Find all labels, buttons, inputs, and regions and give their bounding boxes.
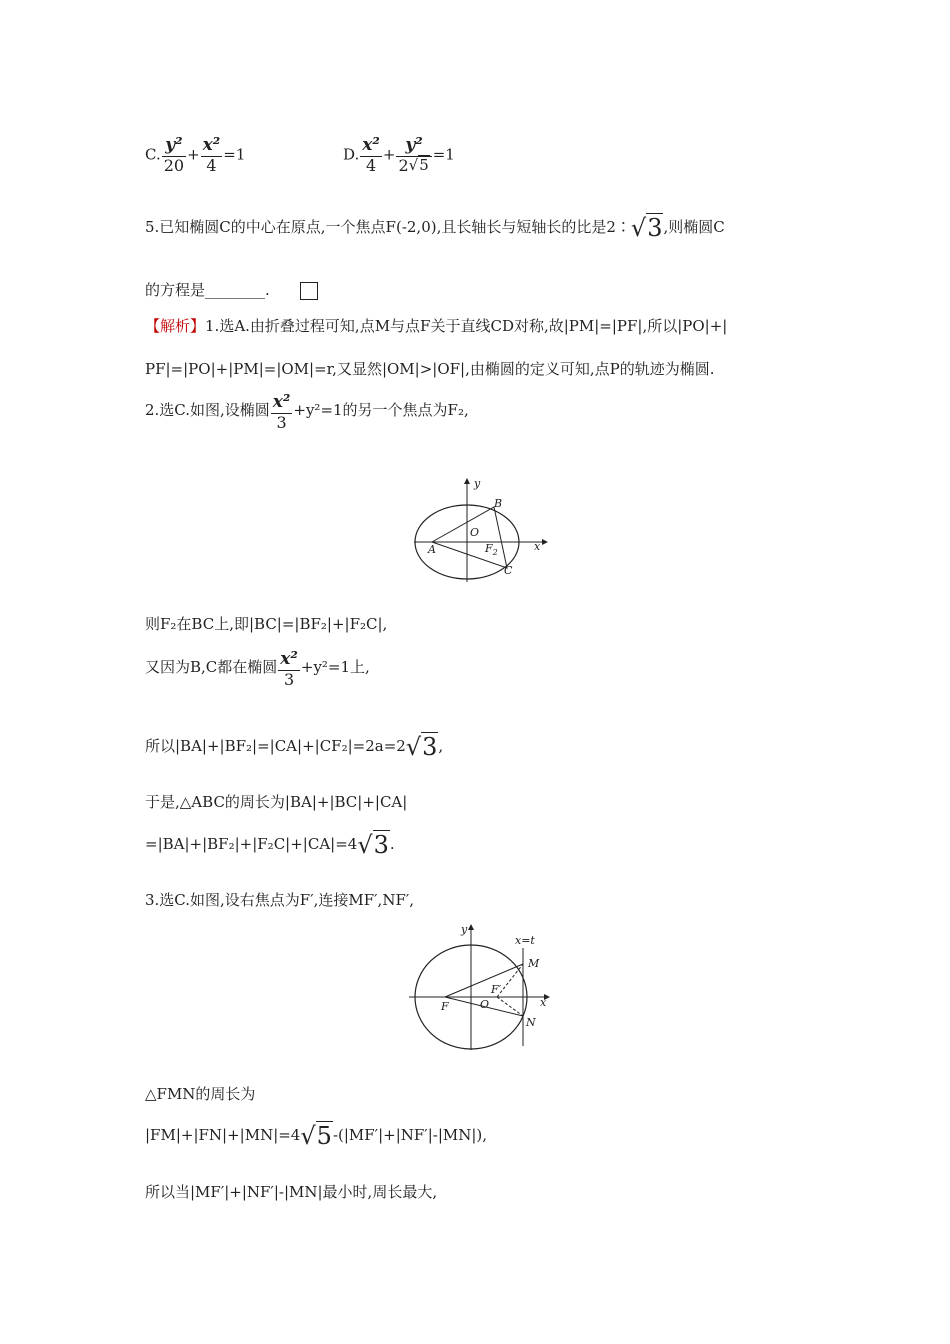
sqrt-5: √5 — [300, 1122, 332, 1150]
fig1-label-f2: $F_2$ — [485, 542, 498, 557]
sqrt-3-c: √3 — [357, 831, 389, 859]
analysis-3-line-a: △FMN的周长为 — [145, 1085, 256, 1103]
question-5-line-2: 的方程是________. — [145, 279, 318, 300]
figure-ellipse-triangle — [410, 476, 550, 584]
fig1-x-arrow — [542, 539, 548, 545]
analysis-2-line-a: 则F₂在BC上,即|BC|=|BF₂|+|F₂C|, — [145, 615, 388, 633]
analysis-3-line-b: |FM|+|FN|+|MN|=4√5-(|MF′|+|NF′|-|MN|), — [145, 1122, 488, 1150]
analysis-3-line: 3.选C.如图,设右焦点为F′,连接MF′,NF′, — [145, 891, 415, 909]
sqrt-3-b: √3 — [405, 733, 438, 761]
analysis-2-line-b: 又因为B,C都在椭圆 $\frac{\text{x²}}{3}$ +y²=1上, — [145, 649, 370, 689]
fig2-label-n: N — [526, 1016, 536, 1029]
answer-box — [300, 282, 318, 300]
ellipse-frac-2: $\frac{\text{x²}}{3}$ — [280, 649, 298, 689]
fig2-label-o: O — [480, 998, 490, 1011]
option-c-label: C. — [145, 145, 161, 164]
fig2-label-y: y — [461, 923, 468, 936]
sqrt-3: √3 — [630, 214, 663, 242]
fig1-label-o: O — [470, 526, 480, 539]
fig2-label-fprime: F′ — [491, 983, 502, 996]
fig1-label-a: A — [428, 543, 436, 556]
fig2-label-m: M — [528, 957, 540, 970]
fig2-y-arrow — [468, 924, 474, 930]
analysis-2-line-c: 所以|BA|+|BF₂|=|CA|+|CF₂|=2a=2√3, — [145, 733, 444, 761]
analysis-1-line-1: 【解析】1.选A.由折叠过程可知,点M与点F关于直线CD对称,故|PM|=|PF|,所以|PO|+| — [145, 317, 728, 335]
ellipse-frac: $\frac{\text{x²}}{3}$ — [272, 392, 291, 432]
option-d-frac-2: $\frac{\text{y²}}{2√5}$ — [396, 136, 431, 175]
analysis-2-line-1: 2.选C.如图,设椭圆 $\frac{\text{x²}}{3}$ +y²=1的另一个焦点为F₂, — [145, 392, 469, 432]
analysis-1-line-2: PF|=|PO|+|PM|=|OM|=r,又显然|OM|>|OF|,由椭圆的定义可知,点P的轨迹为椭圆. — [145, 360, 715, 378]
fig1-y-arrow — [464, 478, 470, 484]
option-c-frac-2: $\frac{\text{x²}}{4}$ — [202, 135, 221, 175]
analysis-2-line-e: =|BA|+|BF₂|+|F₂C|+|CA|=4√3. — [145, 831, 395, 859]
fig1-label-y: y — [474, 477, 481, 490]
option-d-label: D. — [343, 145, 360, 164]
fig2-label-x: x — [540, 996, 547, 1009]
question-5-line-1: 5.已知椭圆C的中心在原点,一个焦点F(-2,0),且长轴长与短轴长的比是2∶√3,则椭圆C — [145, 214, 725, 242]
analysis-tag: 【解析】 — [145, 317, 206, 335]
figure-ellipse-line — [405, 920, 555, 1052]
option-c-frac-1: $\frac{\text{y²}}{20}$ — [163, 135, 185, 175]
fig1-label-b: B — [494, 497, 503, 510]
option-d: D. $\frac{\text{x²}}{4}$ + $\frac{\text{y²}}{2√5}$ =1 — [343, 135, 455, 175]
fig2-segment-fm — [445, 964, 523, 997]
fig1-label-c: C — [504, 564, 513, 577]
option-c: C. $\frac{\text{y²}}{20}$ + $\frac{\text{x²}}{4}$ =1 — [145, 135, 246, 175]
analysis-3-line-c: 所以当|MF′|+|NF′|-|MN|最小时,周长最大, — [145, 1183, 438, 1201]
analysis-2-line-d: 于是,△ABC的周长为|BA|+|BC|+|CA| — [145, 793, 408, 811]
fig2-label-line: x=t — [515, 934, 535, 947]
option-d-frac-1: $\frac{\text{x²}}{4}$ — [362, 135, 380, 175]
fig2-label-f: F — [441, 1000, 449, 1013]
fig1-label-x: x — [534, 540, 541, 553]
